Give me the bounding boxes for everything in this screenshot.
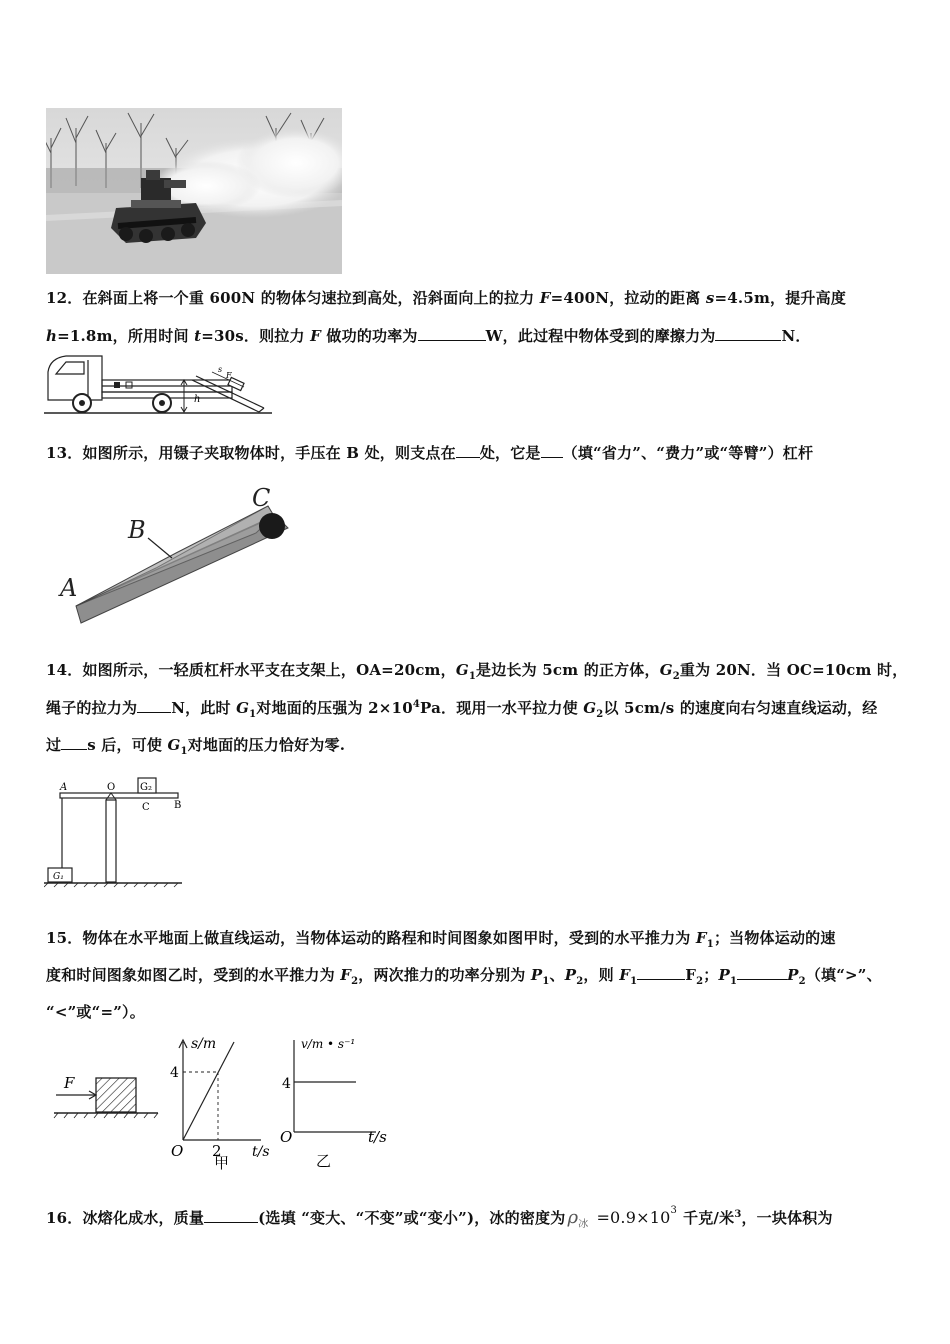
q15-text: ，两次推力的功率分别为 <box>358 966 531 984</box>
q15-text: ；当物体运动的速 <box>713 929 836 947</box>
q14-text: N，此时 <box>171 699 237 717</box>
q15-text: “<”或“=”）。 <box>46 1003 145 1021</box>
q15-text: 、 <box>549 966 565 984</box>
q15-graph-yi <box>280 1037 387 1170</box>
q14-fig-label-C: C <box>142 802 150 813</box>
q14-text: 绳子的拉力为 <box>46 699 138 717</box>
q15-figures <box>46 1032 406 1170</box>
q15-text: ，则 <box>583 966 620 984</box>
q13-text: 处，它是 <box>479 444 541 462</box>
q15-var-P: P <box>718 966 730 984</box>
q15-text: 15．物体在水平地面上做直线运动，当物体运动的路程和时间图象如图甲时，受到的水平推力为 <box>46 929 696 947</box>
q12-blank-friction[interactable] <box>715 326 781 341</box>
q14-var-G: G <box>236 699 250 717</box>
q13-label-A: A <box>60 574 78 602</box>
q13-line <box>46 442 813 463</box>
q15-g2-xlabel: t/s <box>368 1128 387 1146</box>
q12-blank-power[interactable] <box>418 326 486 341</box>
q14-text: s 后，可使 <box>87 736 168 754</box>
q16-rho-sub: 冰 <box>578 1219 589 1230</box>
q12-line1 <box>46 287 846 308</box>
q15-g1-xlabel: t/s <box>252 1144 270 1160</box>
q15-var-P: P <box>787 966 799 984</box>
q15-var-F: F <box>619 966 631 984</box>
q12-var-s: s <box>705 289 715 307</box>
q12-text: =4.5m，提升高度 <box>714 289 847 307</box>
q12-var-F: F <box>539 289 551 307</box>
q15-var-P: P <box>530 966 543 984</box>
q16-rho-symbol: ρ <box>567 1207 579 1228</box>
q15-g1-origin: O <box>171 1142 184 1160</box>
q14-sub: 2 <box>596 709 604 720</box>
q14-fig-label-G1: G₁ <box>53 872 64 882</box>
q12-text: 做功的功率为 <box>321 327 418 345</box>
q12-var-h: h <box>46 327 58 345</box>
q15-fig-label-F: F <box>64 1074 75 1092</box>
q15-text: 度和时间图象如图乙时，受到的水平推力为 <box>46 966 341 984</box>
q15-g1-ytick: 4 <box>170 1065 179 1081</box>
q14-text: 过 <box>46 736 62 754</box>
q15-blank-P[interactable] <box>737 965 787 980</box>
q13-label-C: C <box>252 484 271 512</box>
q12-text: 12．在斜面上将一个重 600N 的物体匀速拉到高处，沿斜面向上的拉力 <box>46 289 540 307</box>
q15-g2-caption: 乙 <box>316 1152 332 1170</box>
q14-text: 14．如图所示，一轻质杠杆水平支在支架上，OA=20cm， <box>46 661 456 679</box>
q16-text: (选填 “变大、“不变”或“变小”)，冰的密度为 <box>258 1209 566 1227</box>
q13-blank-type[interactable] <box>541 443 563 458</box>
q12-line2 <box>46 325 811 346</box>
q14-var-G: G <box>167 736 181 754</box>
q16-density-exp: 3 <box>670 1205 678 1216</box>
q12-text: N． <box>781 327 811 345</box>
q14-text: 重为 20N．当 OC=10cm 时， <box>679 661 908 679</box>
q14-blank-time[interactable] <box>61 735 87 750</box>
q14-sub: 1 <box>468 671 477 682</box>
q13-label-B: B <box>128 516 146 544</box>
q12-fig-label-h: h <box>194 394 201 405</box>
q15-sub: 2 <box>576 976 584 987</box>
q12-text: =30s．则拉力 <box>201 327 311 345</box>
q15-sub: 1 <box>630 976 638 987</box>
q13-text: （填“省力”、“费力”或“等臂”）杠杆 <box>562 444 814 462</box>
q16-blank-mass[interactable] <box>204 1208 258 1223</box>
q15-g2-origin: O <box>280 1128 293 1146</box>
q15-line3 <box>46 1001 145 1022</box>
q15-line1 <box>46 927 836 950</box>
q15-g2-ylabel: v/m • s⁻¹ <box>301 1037 356 1051</box>
q15-g1-xtick: 2 <box>212 1142 222 1160</box>
q15-sub: 1 <box>542 976 550 987</box>
q12-fig-label-F: F <box>226 371 232 380</box>
q14-text: 对地面的压力恰好为零. <box>187 736 346 754</box>
q15-g2-ytick: 4 <box>282 1076 291 1092</box>
q14-sub: 1 <box>249 709 257 720</box>
q14-sub: 1 <box>180 746 188 757</box>
q14-fig-label-O: O <box>107 782 116 793</box>
q15-var-F: F <box>695 929 707 947</box>
q15-sub: 2 <box>798 976 806 987</box>
q13-tweezers-figure <box>56 478 306 628</box>
q14-line2 <box>46 697 877 720</box>
q12-text: =400N，拉动的距离 <box>550 289 706 307</box>
q14-var-G: G <box>583 699 597 717</box>
q15-sub: 1 <box>706 939 714 950</box>
q15-block <box>54 1074 158 1118</box>
q14-text: 对地面的压强为 2×10 <box>256 699 413 717</box>
q12-var-F: F <box>310 327 321 345</box>
q14-fig-label-B: B <box>174 800 182 811</box>
q16-text: 千克/米 <box>683 1209 735 1227</box>
q15-text: ； <box>703 966 719 984</box>
q15-g1-ylabel: s/m <box>191 1036 217 1052</box>
q15-sub: 2 <box>696 976 704 987</box>
q12-truck-figure <box>44 350 274 416</box>
q16-line <box>46 1207 833 1230</box>
q14-text: 是边长为 5cm 的正方体， <box>476 661 660 679</box>
q16-density-value: =0.9×10 <box>596 1208 671 1227</box>
q15-text: F <box>685 966 697 984</box>
q12-fig-label-s: s <box>218 365 223 374</box>
q15-sub: 1 <box>729 976 738 987</box>
robot-photo <box>46 108 342 274</box>
q14-fig-label-G2: G₂ <box>140 782 152 793</box>
q14-fig-label-A: A <box>60 782 68 793</box>
q15-g1-caption: 甲 <box>214 1154 230 1170</box>
q15-text: （填“>”、 <box>805 966 882 984</box>
q15-var-P: P <box>564 966 577 984</box>
q14-sub: 2 <box>672 671 680 682</box>
q14-text: 以 5cm/s 的速度向右匀速直线运动，经 <box>603 699 878 717</box>
q14-var-G: G <box>455 661 469 679</box>
q14-line1 <box>46 659 907 682</box>
q15-var-F: F <box>340 966 352 984</box>
q12-var-t: t <box>194 327 202 345</box>
q14-lever-figure <box>44 766 194 888</box>
q14-sup: 4 <box>412 699 421 710</box>
q15-graph-jia <box>170 1036 270 1170</box>
q15-line2 <box>46 964 882 987</box>
q16-unit-exp: 3 <box>734 1209 742 1220</box>
q15-blank-F[interactable] <box>637 965 685 980</box>
q14-text: Pa．现用一水平拉力使 <box>420 699 584 717</box>
q14-blank-tension[interactable] <box>137 698 171 713</box>
q14-line3 <box>46 734 345 757</box>
q12-text: =1.8m，所用时间 <box>57 327 195 345</box>
q16-text: ，一块体积为 <box>741 1209 833 1227</box>
q14-var-G: G <box>659 661 673 679</box>
q16-text: 16．冰熔化成水，质量 <box>46 1209 205 1227</box>
q15-sub: 2 <box>351 976 359 987</box>
q12-text: W，此过程中物体受到的摩擦力为 <box>485 327 716 345</box>
q13-blank-fulcrum[interactable] <box>456 443 480 458</box>
q13-text: 13．如图所示，用镊子夹取物体时，手压在 B 处，则支点在 <box>46 444 456 462</box>
